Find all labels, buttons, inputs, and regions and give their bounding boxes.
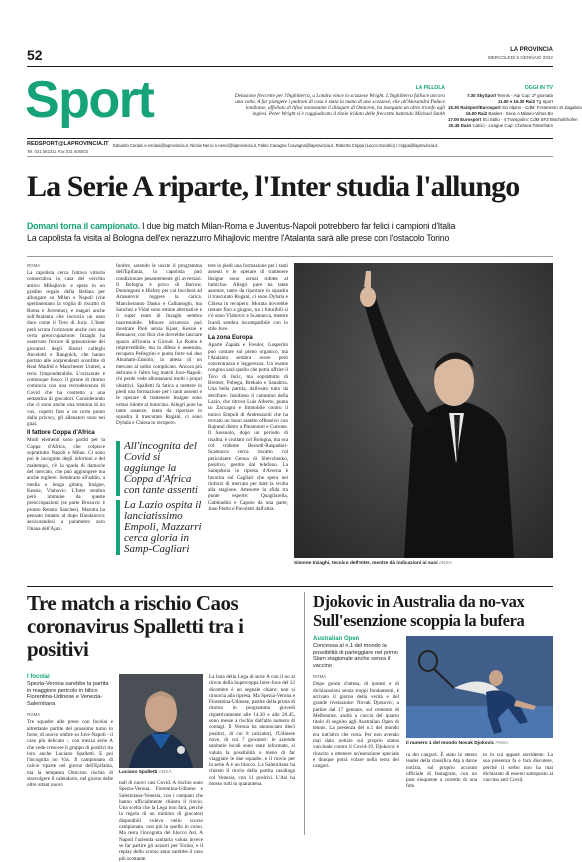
contact-phone: Tel. 031 582311 Fax 031 505003 — [27, 149, 88, 154]
right-column-3 — [483, 752, 553, 836]
issue-date: MERCOLEDÌ 5 GENNAIO 2022 — [487, 55, 553, 60]
tv-title: OGGI IN TV — [524, 85, 553, 91]
inzaghi-caption-name: Simone Inzaghi, tecnico dell'Inter, mentre dà indicazioni ai suoi — [294, 561, 438, 566]
main-col3-text: tere in piedi una formazione per i tanti assenti e le operare di trattenere Insigne sono ormai ridotte al lumicino. Allegri pure ha tante assenze, tanto da riportare in squadra il trascurato Rugani, ci sono Dybala e Chiesa in recupero. Morata dovrebbe restare fino a giugno, tra i futuribili sì c'è sono Vlahovic e Scamacca, mentre Icardi sembra incompatibile con lo stile Juve. — [208, 263, 288, 332]
main-headline: La Serie A riparte, l'Inter studia l'allungo — [27, 170, 520, 203]
main-col1-text: La capolista cerca l'ottava vittoria consecutiva in casa del vecchio amico Mihajlovic e spera in un gradito regalo della Befana per allungare su Milan e Napoli (che sperimentano la voglia di riscatto di Roma e Juventus), e magari anche sull'Atalanta che incrocia un osso duro come il Toro di Juric. L'Inter però scruta l'orizzonte anche con una certa preoccupazione: Inzaghi ha osservato l'errore di presunzione dei giocatori degli illustri colleghi Ancelotti e Rangnick, che hanno portato alle sorprendenti sconfitte di Real Madrid e Manchester United, a terra l'imponderabile. L'orizzonte è comunque fosco: il girone di ritorno comincia con una recrudescenza di Covid che ha costretto a una settantina di giocatori. Considerando che ci sono anche una trentina di no vax, coperti fino a un certo punto dalla privacy, gli allenatori sono nei guai. — [27, 270, 105, 428]
right-side-subhead: Australian Open — [313, 636, 360, 642]
brand-name: LA PROVINCIA — [510, 47, 553, 53]
pill-box — [230, 85, 445, 133]
left-side-text: Spezia-Verona sarebbe la partita in maggiore pericolo in bilico Fiorentina-Udinese e Venezia-Salernitana — [27, 681, 109, 707]
tv-channel: Rai2 — [477, 111, 488, 116]
left-headline: Tre match a rischio Caos coronavirus Spalletti tra i positivi — [27, 591, 244, 661]
section-title: Sport — [25, 71, 154, 129]
tv-row — [448, 123, 553, 129]
spalletti-figure — [119, 674, 203, 768]
main-column-3 — [208, 263, 288, 583]
tv-program: Basket - Serie A Milano-Virtus Bo — [488, 111, 553, 116]
pill-text: Delusione freccette per l'Inghilterra, a Londra vince lo scozzese Wright. L'Inghilterra fallisce ancora una volta. A far piangere i padroni di casa è stata la mano di uno scozzese, che all'Alexandra Palace londinese, affollato di tifosi nonostante il dilagare di Omicron, ha inseguito un altro trionfo agli inglesi. Peter Wright si è raggiudicato il titolo iridato delle freccette battendo Michael Smith — [234, 93, 445, 117]
main-column-2 — [116, 263, 202, 583]
main-col1-subhead: Il fattore Coppa d'Africa — [27, 430, 95, 437]
main-col3-text-b: Aparte Zapata e Freuler, Gasperini può contare sul pieno organico, ma l'Atalanta sembra avere però concentrazza e leggerezza. Un esame congruo sarà quello che potrà offrire il Toro di Juric, ma soprattutto di Bremer, Pobega, Brekalo e Sanabria. Una bella partita, dall'esito tutto da decifrare. Insidioso il cammino della Lazio, che ritrova Luis Alberto, punta su Zaccagni e Immobile contro il tonico Empoli di Andreazzoli che ha trovato un buon assetto offensivo con Bajrami dietro a Pinamonti e Cutrone. Il Sassuolo, dopo un periodo di risalita, è crollato col Bologna, ma ora col tridente Berardi-Raspadori-Scamacca cerca riscatto col pericolante Genoa di Shevchenko, positivo, gestito dal telefono. La Sampdoria in ripresa d'Averna è favorita sul Cagliari che spera nei rinforzi di mercato per dare la svolta alla stagione. Attesorte la sfida tra punte esperte: Quagliarella, Gabbiadini e Caputo da una parte, Joao Pedro e Pavoletti dall'altra. — [208, 342, 288, 512]
tv-time: 20.45 — [448, 123, 460, 128]
tv-time: 16.00 — [465, 111, 477, 116]
tv-program: Sci Alpino - CdM: F.Hamenin SI Zagabria — [501, 105, 582, 110]
main-rule — [27, 256, 553, 257]
inzaghi-caption-credit: ANSA — [438, 561, 452, 566]
left-col1-text: Tre squadre alle prese con focolai e altrettante partite del prossimo turno in forse, di nuovo ombre su Juve-Napoli - il caso più delicato -, con mezza serie A che vede crescere il gruppo di positivi tra loro anche Luciano Spalletti. E poi l'incognita no Vax. Il campionato di calcio riparte nel giorno dell'Epifania, ma la tempesta Omicron rischia di stravolgere il calendario, nel giorno delle oltre ottant nuovi — [27, 719, 113, 789]
main-kicker: ROMA — [27, 263, 41, 268]
header-rule — [27, 138, 553, 139]
tv-channel: SkySport — [476, 93, 497, 98]
column-divider — [304, 592, 305, 835]
tv-program: Sci Salto - 4 Trampolini: CdM SFZ Bischofshofen — [482, 117, 578, 122]
left-column-2 — [119, 780, 203, 862]
tv-box — [448, 85, 582, 135]
tv-channel: Rai2 — [525, 99, 536, 104]
main-col1-text-b: Molti elementi sono partiti per la Coppa d'Africa, che colpisce soprattutto Napoli e Milan. Ci sono poi le incognite degli infortuni e del maltempo, c'è la spada di damocle del mercato, che può aggiungere ma anche togliere. Sembrano all'addio, a media o lunga gittata, Insigne, Kessie, Vlahovic. L'Inter sembra però immune da queste preoccupazioni (se parte Brozovic è pronto Renato Sanches). Marotta ha pensato intanto al dopo Handanovic assicurandosi a parametro zero Onana dell'Ajax. — [27, 437, 105, 532]
page-number: 52 — [27, 47, 43, 63]
right-side-text: Concessa al n.1 del mondo la possibilità di parteggiare nel primo Slam stagionale anche senza il vaccino — [313, 643, 398, 669]
tv-time: 7.30 — [466, 93, 476, 98]
right-col2-text: ra dei canguri. È stato lo stesso leader della classifica Atp a darne notizia, sul proprio account ufficiale di Instagram, con un post eloquente a corredo di una foto — [406, 752, 477, 790]
right-column-1 — [313, 636, 399, 836]
djokovic-caption-name: Il numero 1 del mondo Novak Djokovic — [406, 741, 495, 746]
djokovic-caption — [406, 741, 553, 746]
main-col3-subhead: La zona Europa — [208, 335, 253, 342]
editors-rule — [27, 156, 553, 157]
tv-channel: Dazn — [460, 123, 472, 128]
tv-time: 15.30 — [448, 105, 459, 110]
right-column-2 — [406, 752, 477, 836]
pill-label: LA PILLOLA — [415, 85, 445, 91]
main-pullquote-2: La Lazio ospita il lanciatissimo Empoli, Mazzarri cerca gloria in Samp-Cagliari — [116, 500, 202, 555]
inzaghi-caption — [294, 561, 553, 566]
main-column-1 — [27, 263, 105, 583]
left-column-3 — [209, 674, 295, 835]
main-subhead-text: I due big match Milan-Roma e Juventus-Napoli potrebbero far felici i campioni d'Italia — [139, 221, 456, 231]
tv-list — [448, 93, 582, 129]
main-pullquote-1: All'incognita del Covid si aggiunge la Coppa d'Africa con tante assenti — [116, 441, 202, 496]
spalletti-photo — [119, 674, 203, 768]
tv-program: Calcio - League Cup: Chelsea-Tottenham — [472, 123, 553, 128]
left-side-subhead: I focolai — [27, 674, 50, 680]
tv-time: 17.00 — [448, 117, 459, 122]
section-rule-bottom — [27, 586, 553, 587]
contact-email[interactable]: REDSPORT@LAPROVINCIA.IT — [27, 141, 109, 147]
right-headline: Djokovic in Australia da no-vax Sull'esenzione scoppia la bufera — [313, 592, 525, 630]
left-col3-text: La lista della Lega di serie A con il no al rinvio della Supercoppa Inter-Juve del 12 dicembre è un segnale chiaro: non si rinuncia alla ripresa. Ma Spezia-Verona e Fiorentina-Udinese, partite della prima di ritorno in programma giovedì rispettivamente alle 14.30 e alle 20.45, sono messe a rischio dall'alto numero di contagi. Il Verona ha annunciato dieci positivi, di cui 8 calciatori, l'Udinese nove, di cui 7 giocatori: le aziende sanitarie locali sono state informate, si valuta la possibilità o meno di far viaggiare le due squadre, e il rinvio per la serie A è un blocco. La Salernitana ha chiesto il rinvio della partita casalinga col Venezia, con 11 positivi. L'Asl ha mosso tutti in quarantena. — [209, 674, 295, 788]
djokovic-photo — [406, 636, 553, 738]
right-col1-text: Dopo giorni d'attesa, di ipotesi e di dichiarazioni senza troppi fondamenti, è arrivato il giorno della verità e del grande rivelazione: Novak Djokovic, a partire dal 17 gennaio, sul cemento di Melbourne, andrà a caccia del quarto titolo di seguito agli Australian Open di tennis. La presenza del n.1 del mondo era tutt'altro che certa. Per non avendo mai dato notizie sul proprio status vaccinale contro il Covid-19, Djokovic è riuscito a ottenere un'esenzione speciale e dunque potrà volare nella terra dei canguri. — [313, 681, 399, 770]
djokovic-caption-credit: ANSA — [495, 741, 509, 746]
tv-time: 11.00 e 15.30 — [497, 99, 525, 104]
spalletti-caption-name: Luciano Spalletti — [119, 770, 158, 775]
left-kicker: ROMA — [27, 712, 41, 718]
tv-program: Tg Sport — [536, 99, 553, 104]
editors-line: Edoardo Ceriani e.ceriani@laprovincia.it, Nicola Nenci n.nenci@laprovincia.it, Fabio Cavagna f.cavagna@laprovincia.it, Roberta Crippa (Lecco-Sondrio) r.crippa@laprovincia.it — [113, 143, 438, 148]
main-col2-text: Inoltre, sarendo le uscite il programma dell'Epifania, la capolista può condizionare pesantemente gli avversari. Il Bologna è privo di Barrow, Dominguez e Hickey per cui toccherà ad Arnautovic reggere la carica. Mancheranno Dasko e Calhanoglu, ma Sanchez e Vidal sono ottime alternative e il super team di Inzaghi sembra inarrestabile. Minore sicurezza può mostrare Pioli senza Kjaer, Kessie e Bennacer, con Ibra che dovrebbe lasciare spazio all'ironia a Giroud. La Roma è imprevedibile, ma la difesa è assestata, recupera Pellegrini e punta forte sul duo Abraham-Zaniolo, in attesa di un mercato al solito complicato. Ancora più delicato è l'altro big match Juve-Napoli: chi perde vede allontanarsi molti i propri obiettivi. Spalletti fa fatica a mettere in piedi una formazione per i tanti assenti e le operare di trattenere Insigne sono ormai ridotte al lumicino. Allegri pure ha tante assenze, tanto da riportare in squadra il trascurato Rugani, ci sono Dybala e Chiesa in recupero. — [116, 263, 202, 427]
top-rule — [27, 66, 553, 67]
tv-channel: RaiSport/Eurosport — [460, 105, 501, 110]
left-col2-text: nali di nuovi casi Covid. A rischio sono Spezia-Verona, Fiorentina-Udinese e Salernitana-Venezia, con i campani che hanno ufficialmente chiesto il rinvio. Una scelta che la Lega non farà, perché la regola di un minimo di giocatori disponibili voleva nello scorso campionato, non più in quello in corso. Ma resta l'incognita del blocco Asl. A Napoli l'azienda sanitaria valuta invece se far partire gli azzurri per Torino, e il replay dello scorso anno sarebbe il caso più scottante. — [119, 780, 203, 862]
inzaghi-photo — [294, 263, 553, 558]
tv-channel: Eurosport — [460, 117, 482, 122]
main-subhead-lead: Domani torna il campionato. — [27, 221, 140, 231]
right-col3-text: to in cui appare sorridente. La sua presenza fa e farà discutere, perché il serbo non ha mai dichiarato di essersi sottoposto al vaccino anti Covid. — [483, 752, 553, 784]
main-subhead-line2: La capolista fa visita al Bologna dell'ex nerazzurro Mihajlovic mentre l'Atalanta sarà alle prese con l'ostacolo Torino — [27, 233, 450, 243]
main-subhead — [27, 221, 553, 232]
inzaghi-figure — [294, 263, 553, 558]
spalletti-caption-credit: ANSA — [158, 770, 172, 775]
tv-program: Tennis - Atp Cup: 1ª giornata — [497, 93, 553, 98]
spalletti-caption — [119, 770, 203, 775]
left-column-1 — [27, 674, 113, 834]
djokovic-figure — [406, 636, 553, 738]
right-kicker: ROMA — [313, 674, 327, 680]
